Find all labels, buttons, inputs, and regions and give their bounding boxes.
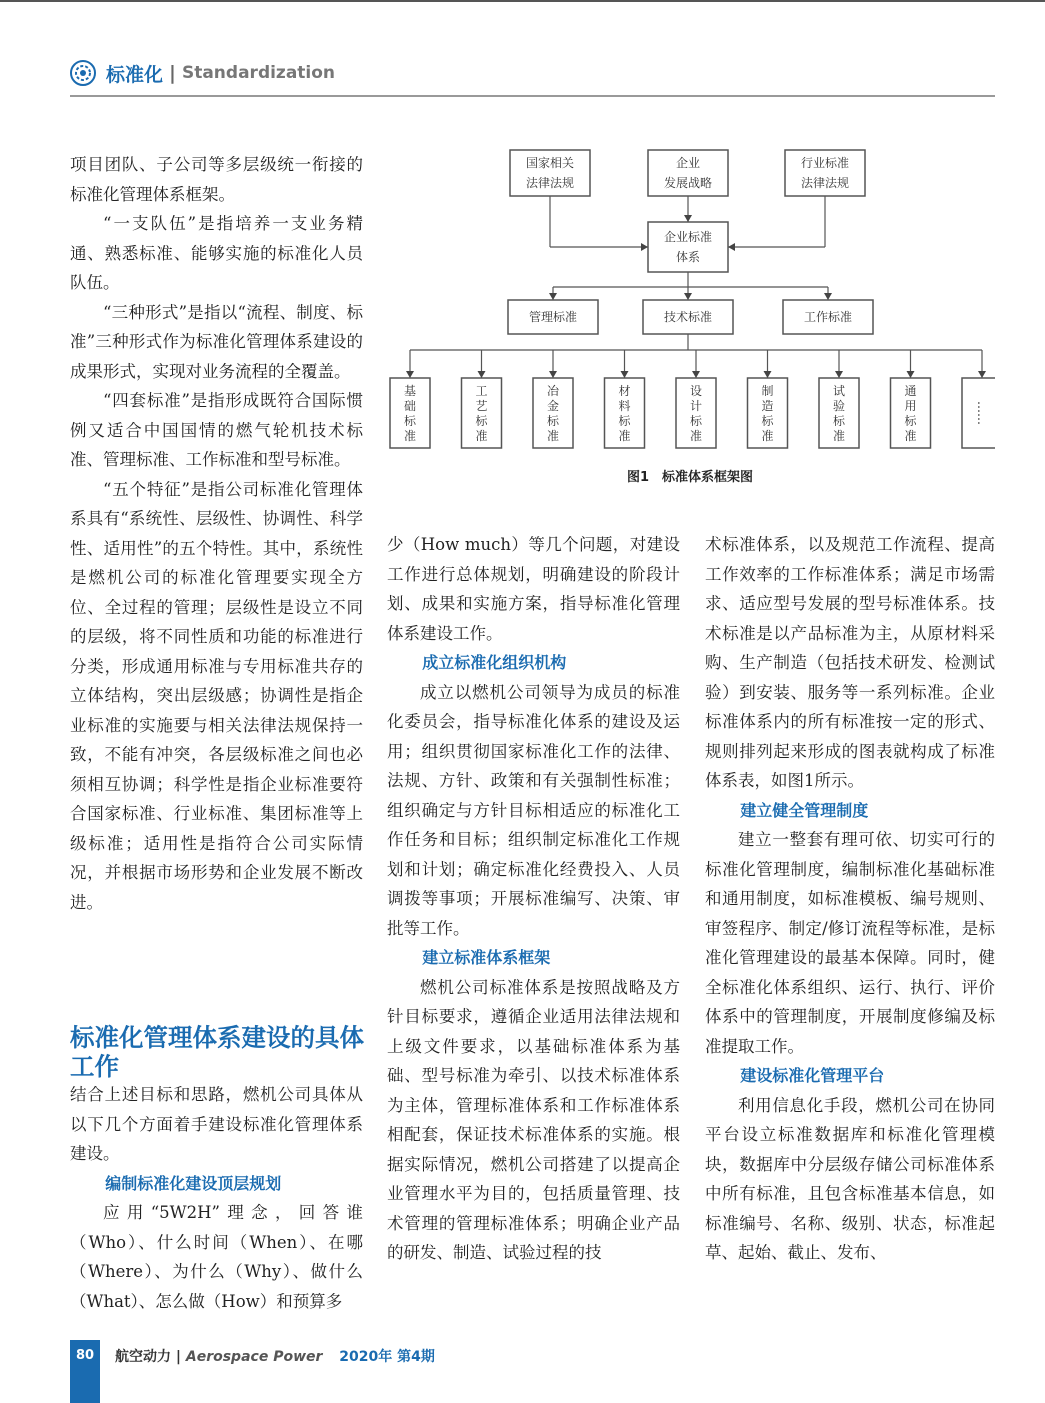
bottom-node: 试验标准 xyxy=(832,384,846,443)
paragraph: 燃机公司标准体系是按照战略及方针目标要求，遵循企业适用法律法规和上级文件要求，以基础标准体系为基础、型号标准为牵引、以技术标准体系为主体，管理标准体系和工作标准体系相配套，保证技术标准体系的实施。根据实际情况，燃机公司搭建了以提高企业管理水平为目的，包括质量管理、技术管理的管理标准体系；明确企业产品的研发、制造、试验过程的技 xyxy=(387,977,680,1262)
page-number: 80 xyxy=(75,1348,95,1363)
mid-node: 工作标准 xyxy=(803,310,853,324)
top-node: 企业发展战略 xyxy=(663,156,713,190)
paragraph: 少（How much）等几个问题，对建设工作进行总体规划，明确建设的阶段计划、成果和实施方案，指导标准化管理体系建设工作。 xyxy=(387,535,680,643)
arrow-head xyxy=(835,371,843,378)
mid-node: 技术标准 xyxy=(663,310,713,324)
arrow-head xyxy=(549,371,557,378)
header-rule xyxy=(70,95,995,97)
journal-name-en: Aerospace Power xyxy=(185,1349,323,1365)
standard-system-diagram xyxy=(385,140,995,470)
header-separator: | xyxy=(169,62,176,84)
bottom-node: 设计标准 xyxy=(689,384,703,443)
arrow-head xyxy=(764,371,772,378)
bottom-node: 制造标准 xyxy=(761,384,774,443)
arrow-head xyxy=(549,293,557,300)
top-border xyxy=(0,0,1045,2)
bottom-node: 冶金标准 xyxy=(546,384,560,443)
paragraph: “一支队伍”是指培养一支业务精通、熟悉标准、能够实施的标准化人员队伍。 xyxy=(70,214,363,292)
paragraph: 成立以燃机公司领导为成员的标准化委员会，指导标准化体系的建设及运用；组织贯彻国家标准化工作的法律、法规、方针、政策和有关强制性标准；组织确定与方针目标相适应的标准化工作任务和目标；组织制定标准化工作规划和计划；确定标准化经费投入、人员调拨等事项；开展标准编写、决策、审批等工作。 xyxy=(387,682,680,938)
center-node: 企业标准体系 xyxy=(663,230,713,264)
subheading: 建立标准体系框架 xyxy=(422,948,551,967)
section-heading: 标准化管理体系建设的具体工作 xyxy=(70,1023,364,1081)
arrow-head xyxy=(406,371,414,378)
paragraph: “四套标准”是指形成既符合国际惯例又适合中国国情的燃气轮机技术标准、管理标准、工作标准和型号标准。 xyxy=(70,391,363,469)
running-header xyxy=(70,58,335,88)
footer-separator: | xyxy=(175,1349,181,1365)
subheading: 成立标准化组织机构 xyxy=(422,653,567,672)
paragraph: “五个特征”是指公司标准化管理体系具有“系统性、层级性、协调性、科学性、适用性”的五个特性。其中，系统性是燃机公司的标准化管理要实现全方位、全过程的管理；层级性是设立不同的层级，将不同性质和功能的标准进行分类，形成通用标准与专用标准共存的立体结构，突出层级感；协调性是指企业标准的实施要与相关法律法规保持一致，不能有冲突，各层级标准之间也必须相互协调；科学性是指企业标准要符合国家标准、行业标准、集团标准等上级标准；适用性是指符合公司实际情况，并根据市场形势和企业发展不断改进。 xyxy=(70,479,363,912)
bottom-node: 基础标准 xyxy=(403,384,417,443)
paragraph: 术标准体系，以及规范工作流程、提高工作效率的工作标准体系；满足市场需求、适应型号发展的型号标准体系。技术标准是以产品标准为主，从原材料采购、生产制造（包括技术研发、检测试验）到安装、服务等一系列标准。企业标准体系内的所有标准按一定的形式、规则排列起来形成的图表就构成了标准体系表，如图1所示。 xyxy=(705,535,995,790)
paragraph: 建立一整套有理可依、切实可行的标准化管理制度，编制标准化基础标准和通用制度，如标准模板、编号规则、审签程序、制定/修订流程等标准，是标准化管理建设的最基本保障。同时，健全标准化体系组织、运行、执行、评价体系中的管理制度，开展制度修编及标准提取工作。 xyxy=(705,830,995,1056)
paragraph: 利用信息化手段，燃机公司在协同平台设立标准数据库和标准化管理模块，数据库中分层级存储公司标准体系中所有标准，且包含标准基本信息，如标准编号、名称、级别、状态，标准起草、起始、截止、发布、 xyxy=(705,1095,995,1262)
arrow-head xyxy=(621,371,629,378)
arrow-head xyxy=(692,371,700,378)
journal-footer xyxy=(115,1346,435,1366)
arrow-head xyxy=(684,215,692,222)
issue-label: 2020年 第4期 xyxy=(339,1349,435,1365)
top-node: 国家相关法律法规 xyxy=(525,156,575,190)
column-1 xyxy=(70,150,363,917)
arrow-head xyxy=(478,371,486,378)
paragraph: 应用“5W2H”理念，回答谁（Who）、什么时间（When）、在哪（Where）、为什么（Why）、做什么（What）、怎么做（How）和预算多 xyxy=(70,1203,363,1311)
paragraph: 结合上述目标和思路，燃机公司具体从以下几个方面着手建设标准化管理体系建设。 xyxy=(70,1085,363,1163)
arrow-head xyxy=(641,243,648,251)
arrow-head xyxy=(824,293,832,300)
paragraph: “三种形式”是指以“流程、制度、标准”三种形式作为标准化管理体系建设的成果形式，实现对业务流程的全覆盖。 xyxy=(70,302,363,381)
subheading: 编制标准化建设顶层规划 xyxy=(105,1173,282,1193)
arrow-head xyxy=(684,293,692,300)
column-1-lower xyxy=(70,1080,363,1316)
column-3 xyxy=(705,530,995,1268)
arrow-head xyxy=(907,371,915,378)
paragraph: 项目团队、子公司等多层级统一衔接的标准化管理体系框架。 xyxy=(70,155,363,204)
journal-name-cn: 航空动力 xyxy=(115,1349,171,1365)
section-name-cn: 标准化 xyxy=(106,63,164,86)
arrow-head xyxy=(978,371,986,378)
figure-caption: 图1 标准体系框架图 xyxy=(626,470,754,485)
logo-icon xyxy=(70,60,96,86)
bottom-node: …… xyxy=(975,401,989,425)
bottom-node: 材料标准 xyxy=(618,384,631,443)
subheading: 建立健全管理制度 xyxy=(740,800,869,820)
subheading: 建设标准化管理平台 xyxy=(740,1066,885,1085)
top-node: 行业标准法律法规 xyxy=(800,156,850,190)
section-name-en: Standardization xyxy=(181,63,336,83)
column-2 xyxy=(387,530,680,1268)
bottom-node: 工艺标准 xyxy=(475,384,488,443)
bottom-node: 通用标准 xyxy=(904,384,917,443)
mid-node: 管理标准 xyxy=(528,310,578,324)
arrow-head xyxy=(728,243,735,251)
